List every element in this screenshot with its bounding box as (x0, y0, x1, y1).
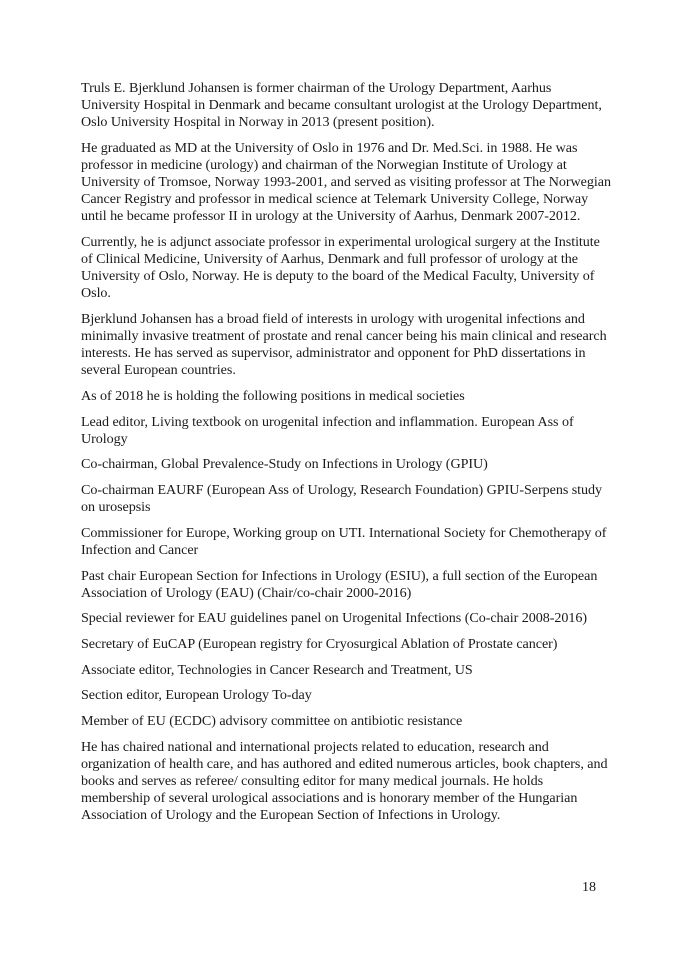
paragraph-interests: Bjerklund Johansen has a broad field of interests in urology with urogenital infections and minimally invasive treatment of prostate and renal cancer being his main clinical and research interests. He has served as supervisor, administrator and opponent for PhD dissertations in several European countries. (81, 310, 607, 379)
paragraph-current-position: Truls E. Bjerklund Johansen is former chairman of the Urology Department, Aarhus University Hospital in Denmark and became consultant urologist at the Urology Department, Oslo University Hospital in Norway in 2013 (present position). (81, 80, 602, 131)
position-item: Associate editor, Technologies in Cancer Research and Treatment, US (81, 661, 473, 678)
paragraph-current-roles: Currently, he is adjunct associate professor in experimental urological surgery at the Institute of Clinical Medicine, University of Aarhus, Denmark and full professor of urology at the University of Oslo, Norway. He is deputy to the board of the Medical Faculty, University of Oslo. (81, 233, 600, 302)
position-item: Secretary of EuCAP (European registry for Cryosurgical Ablation of Prostate cancer) (81, 636, 558, 653)
position-item: Commissioner for Europe, Working group on UTI. International Society for Chemotherapy of Infection and Cancer (81, 524, 607, 558)
position-item: Co-chairman EAURF (European Ass of Urology, Research Foundation) GPIU-Serpens study on urosepsis (81, 482, 603, 516)
position-item: Lead editor, Living textbook on urogenital infection and inflammation. European Ass of Urology (81, 413, 574, 447)
paragraph-education-career: He graduated as MD at the University of Oslo in 1976 and Dr. Med.Sci. in 1988. He was professor in medicine (urology) and chairman of the Norwegian Institute of Urology at University of Tromsoe, Norway 1993-2001, and served as visiting professor at The Norwegian Cancer Registry and professor in medical science at Telemark University College, Norway until he became professor II in urology at the University of Aarhus, Denmark 2007-2012. (81, 139, 611, 225)
paragraph-summary: He has chaired national and international projects related to education, research and organization of health care, and has authored and edited numerous articles, book chapters, and books and serves as referee/ consulting editor for many medical journals. He holds membership of several urological associations and is honorary member of the Hungarian Association of Urology and the European Section of Infections in Urology. (81, 738, 608, 824)
position-item: Past chair European Section for Infections in Urology (ESIU), a full section of the European Association of Urology (EAU) (Chair/co-chair 2000-2016) (81, 567, 598, 601)
position-item: Special reviewer for EAU guidelines panel on Urogenital Infections (Co-chair 2008-2016) (81, 610, 587, 627)
position-item: Section editor, European Urology To-day (81, 687, 312, 704)
paragraph-positions-intro: As of 2018 he is holding the following positions in medical societies (81, 387, 465, 404)
position-item: Member of EU (ECDC) advisory committee on antibiotic resistance (81, 713, 463, 730)
document-body (81, 80, 611, 833)
page-number: 18 (582, 879, 597, 895)
position-item: Co-chairman, Global Prevalence-Study on Infections in Urology (GPIU) (81, 456, 488, 473)
